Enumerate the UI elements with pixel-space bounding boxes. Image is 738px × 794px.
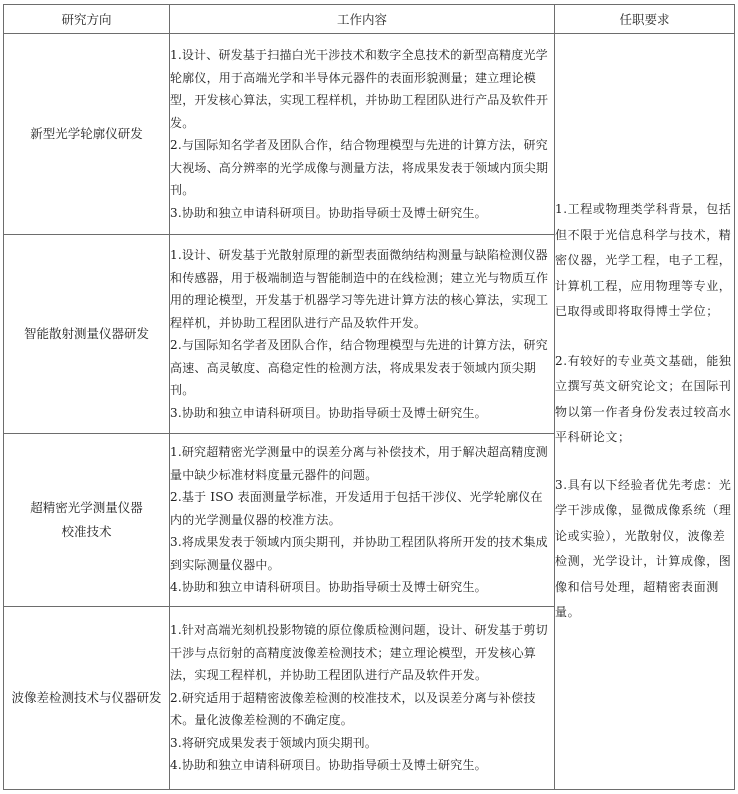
header-requirements: 任职要求: [555, 5, 735, 34]
research-direction: [4, 34, 170, 235]
content-item: 4.协助和独立申请科研项目。协助指导硕士及博士研究生。: [170, 758, 487, 773]
work-content: [170, 434, 555, 607]
content-item: 2.基于 ISO 表面测量学标准，开发适用于包括干涉仪、光学轮廓仪在内的光学测量仪器的校准方法。: [170, 490, 543, 527]
content-item: 3.将研究成果发表于领域内顶尖期刊。: [170, 735, 378, 750]
content-item: 3.协助和独立申请科研项目。协助指导硕士及博士研究生。: [170, 405, 487, 420]
requirement-item: 1.工程或物理类学科背景，包括但不限于光信息科学与技术，精密仪器，光学工程，电子工程，计算机工程，应用物理等专业，已取得或即将取得博士学位；: [555, 202, 732, 319]
work-content: [170, 235, 555, 434]
content-item: 4.协助和独立申请科研项目。协助指导硕士及博士研究生。: [170, 580, 487, 595]
job-requirements: [555, 34, 735, 790]
direction-label: 智能散射测量仪器研发: [23, 326, 149, 341]
research-direction: [4, 434, 170, 607]
content-item: 3.将成果发表于领域内顶尖期刊，并协助工程团队将所开发的技术集成到实际测量仪器中。: [170, 535, 548, 572]
content-item: 2.与国际知名学者及团队合作，结合物理模型与先进的计算方法，研究大视场、高分辨率的光学成像与测量方法，将成果发表于领域内顶尖期刊。: [170, 138, 549, 197]
content-item: 1.设计、研发基于光散射原理的新型表面微纳结构测量与缺陷检测仪器和传感器，用于极端制造与智能制造中的在线检测；建立光与物质互作用的理论模型，开发基于机器学习等先进计算方法的核心算法，实现工程样机，并协助工程团队进行产品及软件开发。: [170, 248, 549, 330]
direction-label: 新型光学轮廓仪研发: [30, 126, 143, 141]
content-item: 1.研究超精密光学测量中的误差分离与补偿技术，用于解决超高精度测量中缺少标准材料度量元器件的问题。: [170, 445, 548, 482]
content-item: 1.针对高端光刻机投影物镜的原位像质检测问题，设计、研发基于剪切干涉与点衍射的高精度波像差检测技术；建立理论模型，开发核心算法，实现工程样机，并协助工程团队进行产品及软件开发。: [170, 623, 548, 683]
content-item: 2.研究适用于超精密波像差检测的校准技术，以及误差分离与补偿技术。量化波像差检测的不确定度。: [170, 690, 536, 728]
direction-label-line: 超精密光学测量仪器: [30, 500, 143, 515]
work-content: [170, 34, 555, 235]
research-direction: [4, 235, 170, 434]
content-item: 2.与国际知名学者及团队合作，结合物理模型与先进的计算方法，研究高速、高灵敏度、高稳定性的检测方法，将成果发表于领域内顶尖期刊。: [170, 338, 548, 397]
header-content: 工作内容: [170, 5, 555, 34]
work-content: [170, 607, 555, 790]
requirement-item: 2.有较好的专业英文基础，能独立撰写英文研究论文；在国际刊物以第一作者身份发表过较高水平科研论文；: [555, 353, 732, 445]
research-positions-table: [3, 4, 735, 790]
direction-label-line: 校准技术: [61, 524, 112, 539]
header-direction: 研究方向: [4, 5, 170, 34]
research-direction: [4, 607, 170, 790]
table-row: [4, 34, 735, 235]
requirement-item: 3.具有以下经验者优先考虑：光学干涉成像，显微成像系统（理论或实验），光散射仪，波像差检测，光学设计，计算成像，图像和信号处理，超精密表面测量。: [555, 477, 732, 620]
content-item: 1.设计、研发基于扫描白光干涉技术和数字全息技术的新型高精度光学轮廓仪，用于高端光学和半导体元器件的表面形貌测量；建立理论模型，开发核心算法，实现工程样机，并协助工程团队进行产品及软件开发。: [170, 48, 549, 130]
table-header-row: [4, 5, 735, 34]
direction-label: 波像差检测技术与仪器研发: [11, 690, 162, 705]
content-item: 3.协助和独立申请科研项目。协助指导硕士及博士研究生。: [170, 205, 487, 220]
